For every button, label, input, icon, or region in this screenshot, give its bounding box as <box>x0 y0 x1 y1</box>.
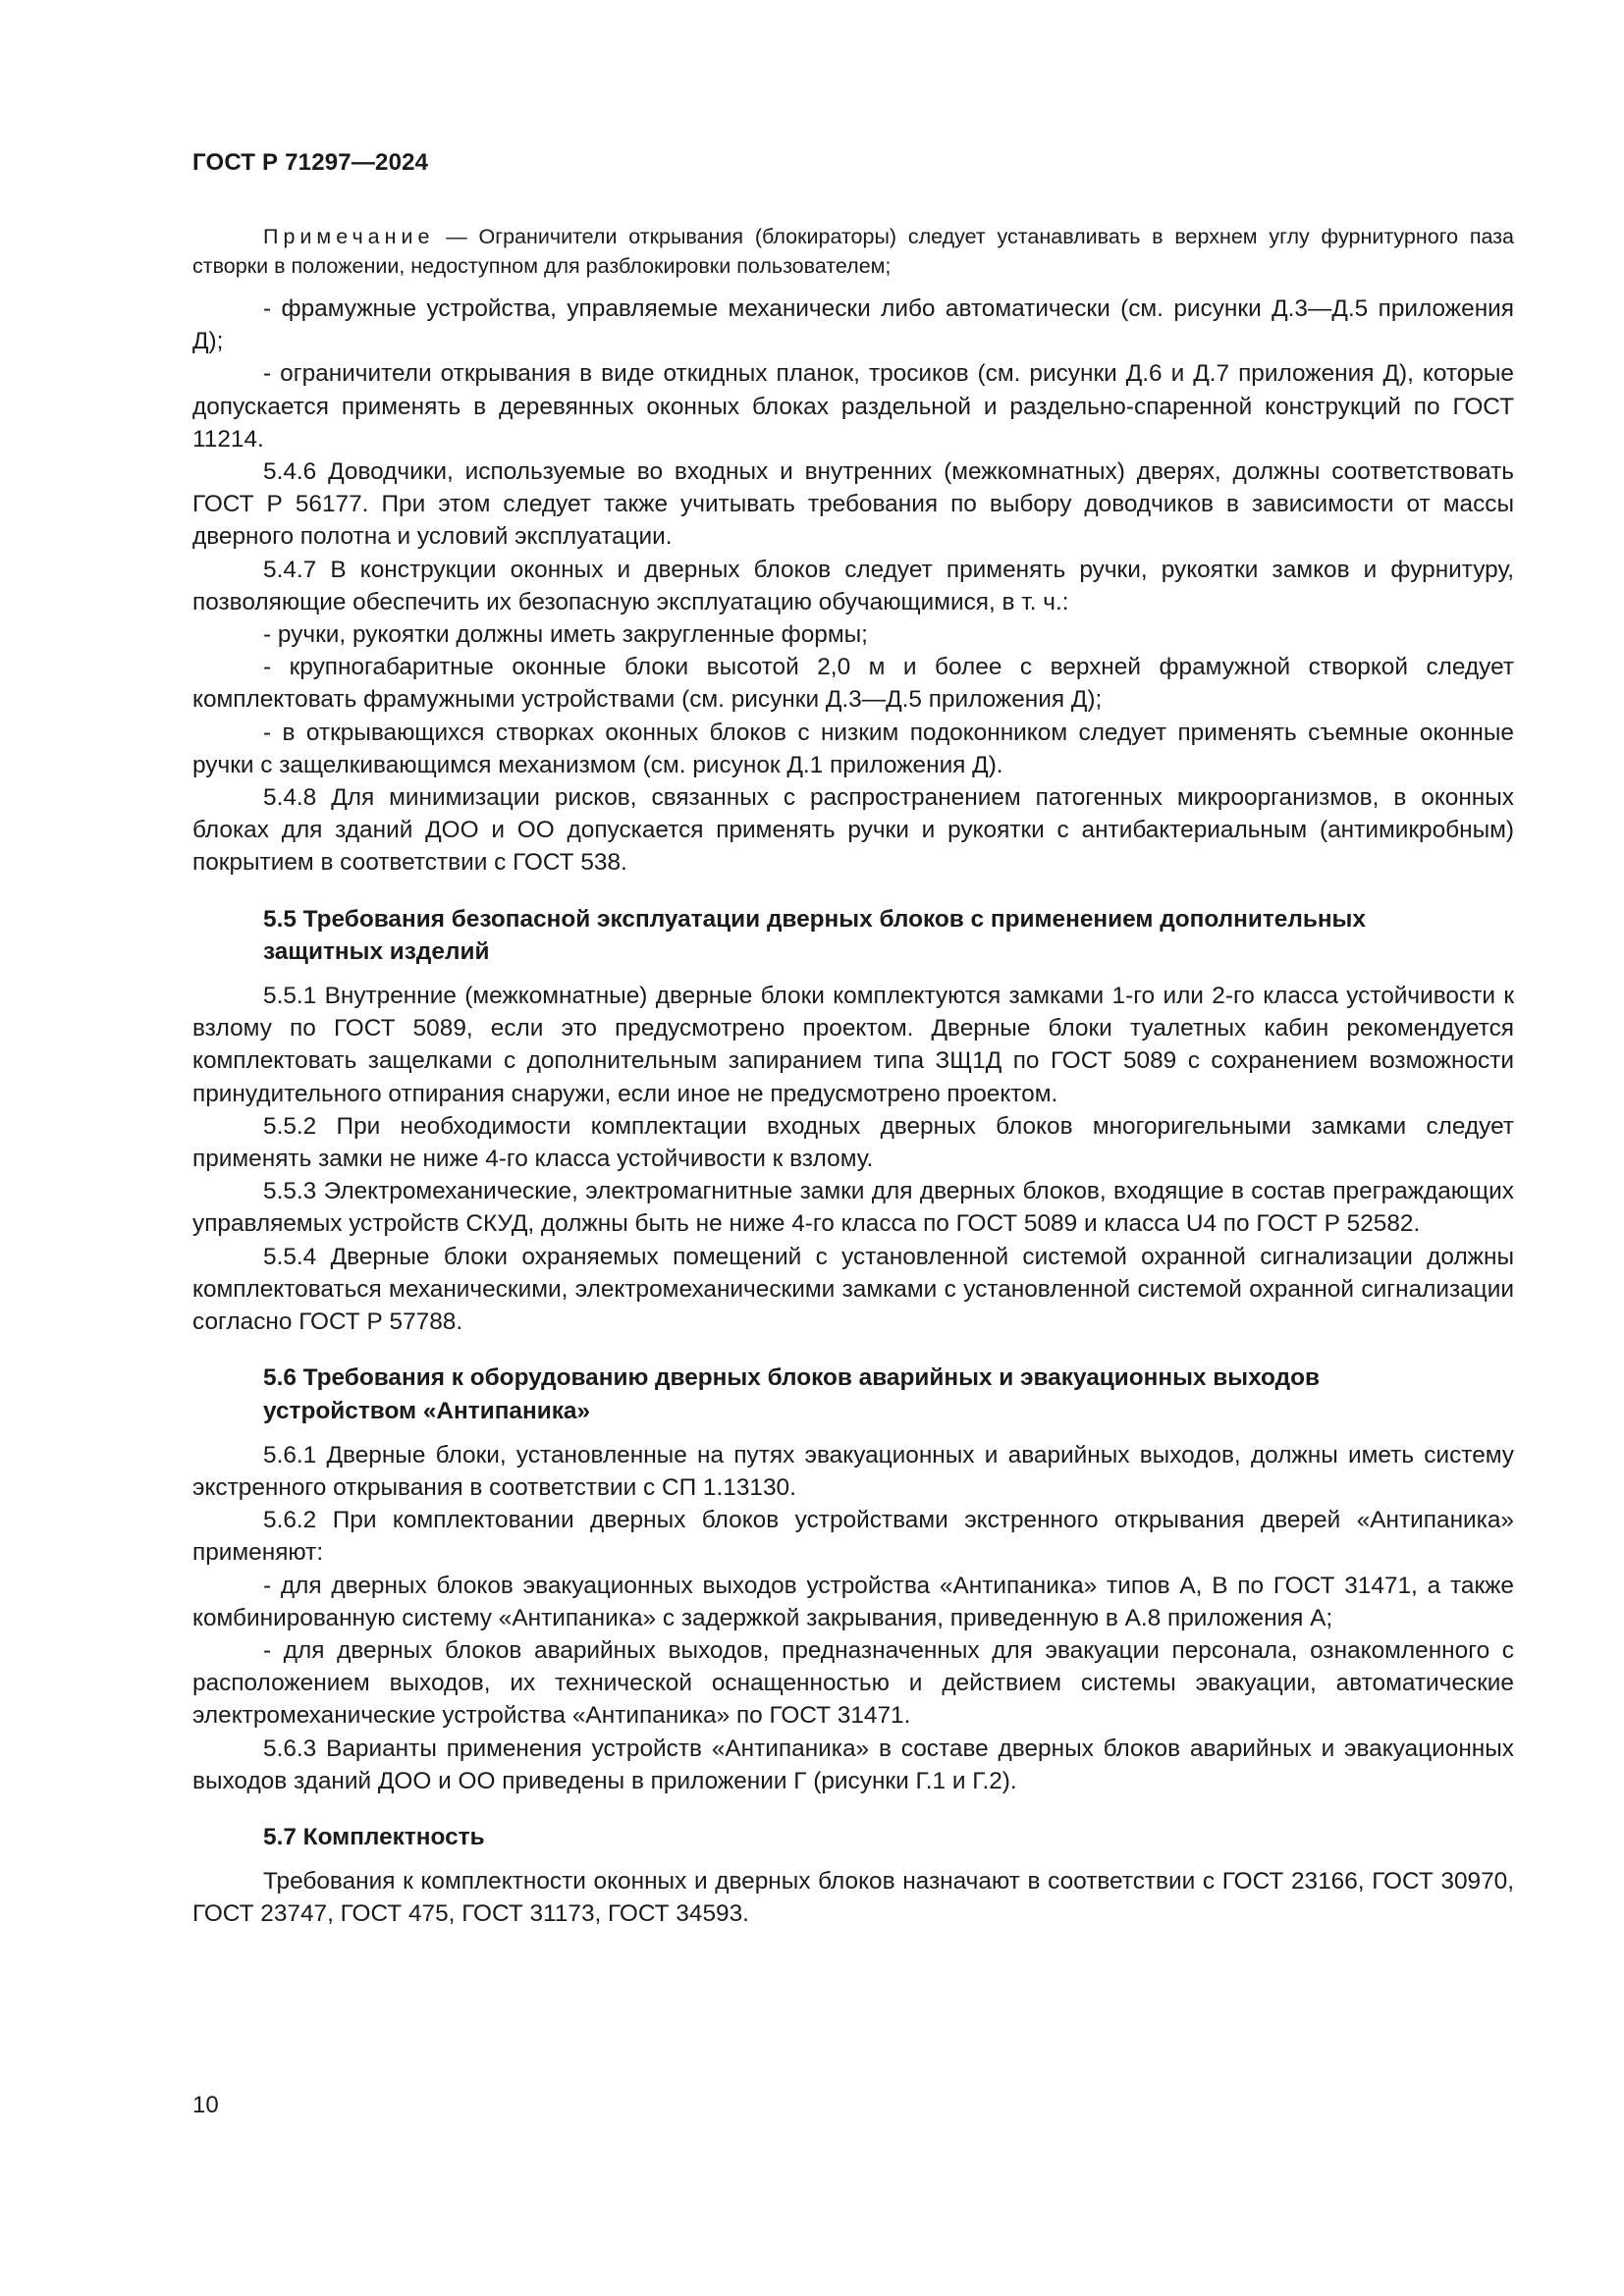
list-item: - для дверных блоков аварийных выходов, предназначенных для эвакуации персонала, ознакомленного с расположением выходов, их технической оснащенностью и действием системы эвакуации, автоматические электромеханические устройства «Антипаника» по ГОСТ 31471. <box>192 1636 1514 1730</box>
list-item: - крупногабаритные оконные блоки высотой 2,0 м и более с верхней фрамужной створкой следует комплектовать фрамужными устройствами (см. рисунки Д.3—Д.5 приложения Д); <box>192 654 1514 714</box>
note-label: Примечание <box>263 225 435 248</box>
paragraph-5-4-8: 5.4.8 Для минимизации рисков, связанных с распространением патогенных микроорганизмов, в оконных блоках для зданий ДОО и ОО допускается применять ручки и рукоятки с антибактериальным (антимикробным) покрытием в соответствии с ГОСТ 538. <box>192 784 1514 877</box>
list-item: - в открывающихся створках оконных блоков с низким подоконником следует применять съемные оконные ручки с защелкивающимся механизмом (см. рисунок Д.1 приложения Д). <box>192 719 1514 778</box>
section-heading-5-5: 5.5 Требования безопасной эксплуатации дверных блоков с применением дополнительных защитных изделий <box>263 905 1366 965</box>
paragraph-5-7: Требования к комплектности оконных и дверных блоков назначают в соответствии с ГОСТ 23166, ГОСТ 30970, ГОСТ 23747, ГОСТ 475, ГОСТ 31173, ГОСТ 34593. <box>192 1868 1514 1928</box>
list-item: - для дверных блоков эвакуационных выходов устройства «Антипаника» типов А, В по ГОСТ 31471, а также комбинированную систему «Антипаника» с задержкой закрывания, приведенную в А.8 приложения А; <box>192 1572 1514 1631</box>
document-header: ГОСТ Р 71297—2024 <box>192 149 429 176</box>
paragraph-5-5-2: 5.5.2 При необходимости комплектации входных дверных блоков многоригельными замками следует применять замки не ниже 4-го класса устойчивости к взлому. <box>192 1112 1514 1173</box>
section-heading-5-6: 5.6 Требования к оборудованию дверных блоков аварийных и эвакуационных выходов устройством «Антипаника» <box>263 1364 1321 1424</box>
paragraph-5-5-4: 5.5.4 Дверные блоки охраняемых помещений с установленной системой охранной сигнализации должны комплектоваться механическими, электромеханическими замками с установленной системой охранной сигнализации согласно ГОСТ Р 57788. <box>192 1243 1514 1336</box>
paragraph-5-4-7: 5.4.7 В конструкции оконных и дверных блоков следует применять ручки, рукоятки замков и фурнитуру, позволяющие обеспечить их безопасную эксплуатацию обучающимися, в т. ч.: <box>192 556 1514 615</box>
paragraph-5-6-2: 5.6.2 При комплектовании дверных блоков устройствами экстренного открывания дверей «Антипаника» применяют: <box>192 1507 1514 1567</box>
page-number: 10 <box>192 2092 219 2118</box>
list-item: - ручки, рукоятки должны иметь закругленные формы; <box>263 621 868 649</box>
paragraph: - ограничители открывания в виде откидных планок, тросиков (см. рисунки Д.6 и Д.7 приложения Д), которые допускается применять в деревянных оконных блоках раздельной и раздельно-спаренной конструкций по ГОСТ 11214. <box>192 360 1514 453</box>
paragraph: - фрамужные устройства, управляемые механически либо автоматически (см. рисунки Д.3—Д.5 приложения Д); <box>192 295 1514 355</box>
section-heading-5-7: 5.7 Комплектность <box>263 1823 485 1850</box>
note <box>192 222 1514 281</box>
document-body <box>192 222 1514 1931</box>
paragraph-5-5-3: 5.5.3 Электромеханические, электромагнитные замки для дверных блоков, входящие в состав преграждающих управляемых устройств СКУД, должны быть не ниже 4-го класса по ГОСТ 5089 и класса U4 по ГОСТ Р 52582. <box>192 1178 1514 1238</box>
paragraph-5-6-1: 5.6.1 Дверные блоки, установленные на путях эвакуационных и аварийных выходов, должны иметь систему экстренного открывания в соответствии с СП 1.13130. <box>192 1441 1514 1501</box>
paragraph-5-4-6: 5.4.6 Доводчики, используемые во входных и внутренних (межкомнатных) дверях, должны соответствовать ГОСТ Р 56177. При этом следует также учитывать требования по выбору доводчиков в зависимости от массы дверного полотна и условий эксплуатации. <box>192 458 1514 551</box>
note-text: — Ограничители открывания (блокираторы) следует устанавливать в верхнем углу фурнитурного паза створки в положении, недоступном для разблокировки пользователем; <box>192 225 1514 278</box>
paragraph-5-5-1: 5.5.1 Внутренние (межкомнатные) дверные блоки комплектуются замками 1-го или 2-го класса устойчивости к взлому по ГОСТ 5089, если это предусмотрено проектом. Дверные блоки туалетных кабин рекомендуется комплектовать защелками с дополнительным запиранием типа ЗЩ1Д по ГОСТ 5089 с сохранением возможности принудительного отпирания снаружи, если иное не предусмотрено проектом. <box>192 983 1514 1107</box>
paragraph-5-6-3: 5.6.3 Варианты применения устройств «Антипаника» в составе дверных блоков аварийных и эвакуационных выходов зданий ДОО и ОО приведены в приложении Г (рисунки Г.1 и Г.2). <box>192 1735 1514 1794</box>
